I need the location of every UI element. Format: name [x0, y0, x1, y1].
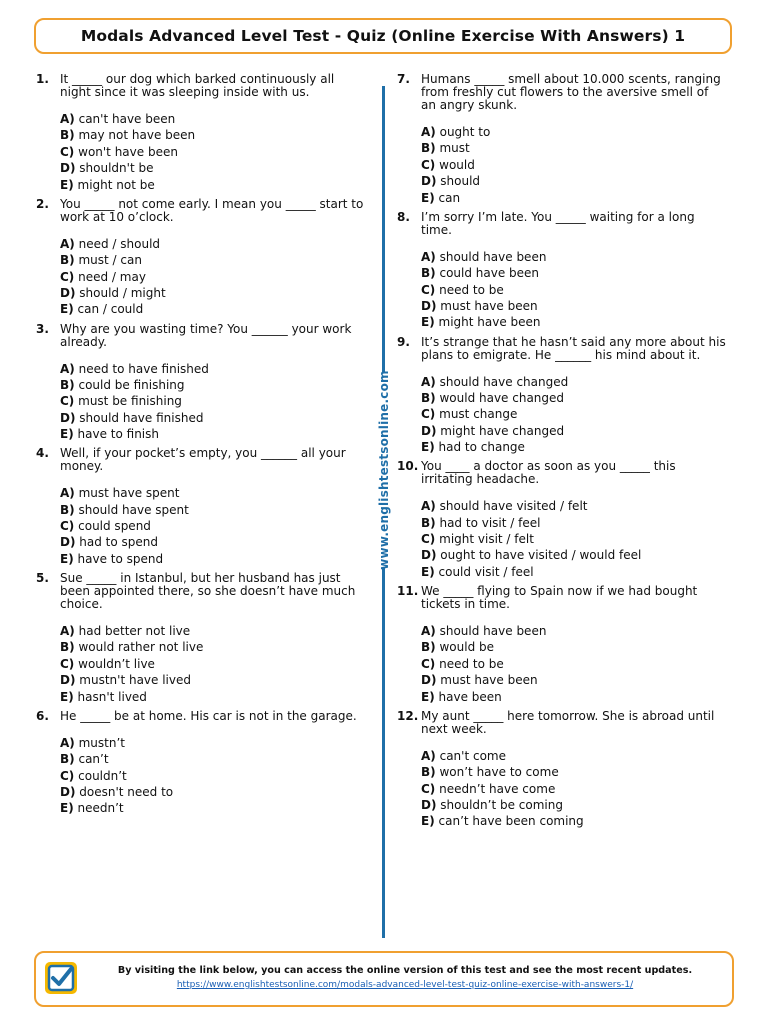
answer-option[interactable]	[421, 799, 727, 812]
answer-option[interactable]	[421, 159, 727, 172]
option-text: won't have been	[78, 144, 178, 159]
option-text: must have spent	[78, 486, 180, 501]
option-text: doesn't need to	[79, 785, 174, 799]
option-text: might have changed	[440, 423, 565, 438]
option-letter: A)	[60, 361, 75, 376]
option-letter: A)	[421, 624, 436, 639]
question-text: You ____ a doctor as soon as you _____ this irritating headache.	[421, 459, 676, 487]
option-letter: C)	[421, 407, 436, 422]
question-text: Sue _____ in Istanbul, but her husband has just been appointed there, so she doesn’t have much choice.	[60, 571, 356, 612]
option-letter: C)	[60, 768, 75, 783]
option-text: ought to	[439, 125, 491, 139]
answer-option[interactable]	[60, 770, 366, 783]
question-text: Humans _____ smell about 10.000 scents, ranging from freshly cut flowers to the aversive smell of an angry skunk.	[421, 72, 721, 112]
question-number: 2.	[36, 196, 49, 211]
footer-link[interactable]: https://www.englishtestsonline.com/modals-advanced-level-test-quiz-online-exercise-with-answers-1/	[176, 980, 634, 990]
option-letter: C)	[421, 157, 436, 172]
option-text: ought to have visited / would feel	[440, 548, 642, 563]
option-letter: B)	[60, 253, 75, 268]
answer-option[interactable]	[421, 441, 727, 454]
questions-column-left	[36, 73, 366, 822]
question-10	[397, 460, 727, 579]
option-text: should have visited / felt	[439, 499, 588, 514]
option-letter: B)	[60, 752, 75, 767]
answer-option[interactable]	[60, 146, 366, 159]
answer-option[interactable]	[60, 674, 366, 687]
option-letter: C)	[60, 269, 75, 284]
question-4	[36, 447, 366, 566]
question-text: It _____ our dog which barked continuously all night since it was sleeping inside with us.	[60, 72, 335, 99]
answer-option[interactable]	[421, 284, 727, 297]
answer-option[interactable]	[421, 267, 727, 280]
answer-option[interactable]	[60, 504, 366, 517]
option-letter: A)	[60, 486, 75, 501]
answer-option[interactable]	[421, 316, 727, 329]
option-letter: A)	[421, 748, 436, 763]
option-text: have to finish	[77, 427, 159, 442]
answer-option[interactable]	[60, 129, 366, 142]
answer-option[interactable]	[421, 641, 727, 654]
option-text: could have been	[439, 266, 540, 281]
option-letter: B)	[421, 640, 436, 655]
option-letter: B)	[421, 390, 436, 405]
answer-option[interactable]	[60, 428, 366, 441]
option-text: must change	[439, 407, 518, 422]
option-letter: D)	[60, 785, 76, 799]
option-letter: C)	[421, 282, 436, 297]
option-text: won’t have to come	[439, 765, 559, 780]
answer-option[interactable]	[421, 766, 727, 779]
option-letter: A)	[60, 236, 75, 251]
option-letter: B)	[60, 128, 75, 143]
answer-option[interactable]	[60, 379, 366, 392]
option-letter: A)	[60, 624, 75, 639]
option-text: couldn’t	[78, 768, 127, 783]
option-text: have to spend	[77, 551, 164, 566]
option-letter: E)	[421, 814, 435, 829]
option-text: can / could	[77, 302, 144, 317]
question-number: 4.	[36, 446, 49, 461]
question-number: 1.	[36, 72, 49, 86]
option-letter: C)	[60, 144, 75, 159]
question-number: 5.	[36, 571, 49, 586]
question-text: I’m sorry I’m late. You _____ waiting for a long time.	[421, 209, 695, 237]
option-text: may not have been	[78, 128, 196, 143]
site-watermark-vertical: www.englishtestsonline.com	[377, 370, 391, 570]
option-text: should have been	[439, 624, 547, 639]
checkbox-logo-icon	[44, 961, 78, 995]
answer-option[interactable]	[421, 815, 727, 828]
option-letter: E)	[60, 302, 74, 317]
answer-option[interactable]	[421, 674, 727, 687]
option-text: wouldn’t live	[78, 656, 155, 671]
footer-box	[34, 951, 734, 1007]
answer-option[interactable]	[421, 425, 727, 438]
answer-option[interactable]	[421, 251, 727, 264]
option-letter: C)	[421, 781, 436, 796]
question-number: 7.	[397, 72, 410, 86]
option-letter: D)	[60, 285, 76, 300]
option-letter: E)	[60, 177, 74, 192]
option-text: should	[440, 174, 481, 189]
option-letter: D)	[421, 548, 437, 563]
option-letter: E)	[421, 190, 435, 205]
option-text: must have been	[440, 673, 538, 688]
option-text: need to be	[439, 282, 504, 297]
option-letter: B)	[421, 765, 436, 780]
answer-option[interactable]	[421, 625, 727, 638]
option-text: can’t	[78, 752, 109, 767]
option-letter: A)	[421, 249, 436, 264]
option-letter: B)	[421, 515, 436, 530]
option-letter: E)	[421, 315, 435, 330]
option-letter: D)	[60, 410, 76, 425]
option-text: shouldn’t be coming	[440, 798, 563, 812]
option-text: need to have finished	[78, 361, 209, 376]
option-letter: A)	[421, 499, 436, 514]
answer-option[interactable]	[60, 553, 366, 566]
option-text: needn’t	[77, 801, 124, 816]
answer-option[interactable]	[60, 753, 366, 766]
answer-option[interactable]	[60, 303, 366, 316]
option-text: had to visit / feel	[439, 515, 541, 530]
option-text: should have spent	[78, 502, 189, 517]
answer-option[interactable]	[421, 175, 727, 188]
option-letter: C)	[60, 394, 75, 409]
option-letter: D)	[421, 798, 437, 812]
option-text: should have finished	[79, 410, 204, 425]
question-2	[36, 198, 366, 317]
option-text: need / should	[78, 236, 161, 251]
option-text: could be finishing	[78, 377, 185, 392]
answer-option[interactable]	[60, 287, 366, 300]
answer-option[interactable]	[421, 500, 727, 513]
question-8	[397, 211, 727, 330]
answer-option[interactable]	[421, 691, 727, 704]
answer-option[interactable]	[421, 750, 727, 763]
option-text: would rather not live	[78, 640, 204, 655]
question-number: 3.	[36, 321, 49, 336]
questions-column-right	[397, 73, 727, 835]
option-letter: E)	[60, 689, 74, 704]
answer-option[interactable]	[421, 142, 727, 155]
answer-option[interactable]	[60, 737, 366, 750]
option-letter: D)	[421, 423, 437, 438]
question-text: He _____ be at home. His car is not in the garage.	[60, 708, 357, 723]
answer-option[interactable]	[421, 192, 727, 205]
option-text: had to spend	[79, 535, 159, 550]
question-text: You _____ not come early. I mean you _____ start to work at 10 o’clock.	[60, 196, 364, 224]
option-text: would have changed	[439, 390, 565, 405]
option-text: shouldn't be	[79, 161, 154, 176]
option-text: mustn't have lived	[79, 673, 191, 688]
option-text: would	[439, 157, 475, 172]
answer-option[interactable]	[60, 271, 366, 284]
answer-option[interactable]	[421, 658, 727, 671]
answer-option[interactable]	[421, 517, 727, 530]
answer-option[interactable]	[60, 254, 366, 267]
answer-option[interactable]	[421, 392, 727, 405]
option-text: can’t have been coming	[438, 814, 584, 829]
option-text: need / may	[78, 269, 146, 284]
option-text: must be finishing	[78, 394, 182, 409]
question-5	[36, 572, 366, 704]
option-letter: A)	[60, 735, 75, 750]
option-text: had to change	[438, 440, 525, 455]
answer-option[interactable]	[421, 533, 727, 546]
question-6	[36, 710, 366, 816]
answer-option[interactable]	[60, 786, 366, 799]
question-12	[397, 710, 727, 829]
option-text: must / can	[78, 253, 142, 268]
question-text: My aunt _____ here tomorrow. She is abroad until next week.	[421, 708, 715, 736]
answer-option[interactable]	[421, 408, 727, 421]
option-text: need to be	[439, 656, 504, 671]
option-letter: B)	[421, 141, 436, 156]
answer-option[interactable]	[60, 658, 366, 671]
option-text: can	[438, 190, 461, 205]
answer-option[interactable]	[421, 549, 727, 562]
option-letter: D)	[60, 161, 76, 176]
option-letter: E)	[60, 427, 74, 442]
answer-option[interactable]	[60, 520, 366, 533]
answer-option[interactable]	[60, 395, 366, 408]
option-letter: C)	[60, 519, 75, 534]
option-text: needn’t have come	[439, 781, 556, 796]
option-text: can't come	[439, 748, 506, 763]
answer-option[interactable]	[60, 691, 366, 704]
answer-option[interactable]	[60, 363, 366, 376]
answer-option[interactable]	[60, 113, 366, 126]
option-letter: C)	[421, 656, 436, 671]
option-text: can't have been	[78, 112, 176, 126]
question-9	[397, 336, 727, 455]
option-letter: D)	[60, 535, 76, 550]
option-text: hasn't lived	[77, 689, 147, 704]
option-text: should have been	[439, 249, 547, 264]
option-letter: E)	[60, 551, 74, 566]
answer-option[interactable]	[60, 487, 366, 500]
footer-text: By visiting the link below, you can access the online version of this test and see the most recent updates.	[117, 965, 693, 976]
question-1	[36, 73, 366, 192]
question-number: 10.	[397, 459, 419, 474]
option-text: must have been	[440, 298, 538, 313]
option-text: must	[439, 141, 470, 156]
answer-option[interactable]	[60, 536, 366, 549]
question-7	[397, 73, 727, 205]
option-text: mustn’t	[78, 735, 125, 750]
option-letter: D)	[421, 673, 437, 688]
option-text: should have changed	[439, 374, 569, 389]
option-letter: A)	[60, 112, 75, 126]
answer-option[interactable]	[60, 625, 366, 638]
question-number: 12.	[397, 708, 419, 723]
answer-option[interactable]	[421, 300, 727, 313]
option-text: might not be	[77, 177, 155, 192]
option-letter: C)	[421, 532, 436, 547]
option-letter: B)	[60, 640, 75, 655]
question-text: Why are you wasting time? You ______ your work already.	[60, 321, 352, 349]
question-number: 8.	[397, 209, 410, 224]
question-text: Well, if your pocket’s empty, you ______ all your money.	[60, 446, 346, 474]
option-text: have been	[438, 689, 502, 704]
option-letter: C)	[60, 656, 75, 671]
answer-option[interactable]	[60, 162, 366, 175]
question-number: 11.	[397, 584, 419, 599]
option-text: could spend	[78, 519, 151, 534]
question-number: 6.	[36, 708, 49, 723]
option-letter: B)	[60, 377, 75, 392]
question-11	[397, 585, 727, 704]
answer-option[interactable]	[421, 783, 727, 796]
answer-option[interactable]	[60, 802, 366, 815]
option-letter: E)	[421, 440, 435, 455]
option-text: should / might	[79, 285, 166, 300]
option-text: might have been	[438, 315, 541, 330]
question-3	[36, 323, 366, 442]
option-letter: E)	[60, 801, 74, 816]
option-text: would be	[439, 640, 494, 655]
option-text: might visit / felt	[439, 532, 534, 547]
option-letter: E)	[421, 689, 435, 704]
answer-option[interactable]	[60, 179, 366, 192]
answer-option[interactable]	[60, 641, 366, 654]
option-letter: A)	[421, 125, 436, 139]
option-letter: D)	[60, 673, 76, 688]
option-letter: E)	[421, 564, 435, 579]
option-text: had better not live	[78, 624, 191, 639]
answer-option[interactable]	[421, 126, 727, 139]
option-letter: D)	[421, 298, 437, 313]
answer-option[interactable]	[60, 412, 366, 425]
question-text: We _____ flying to Spain now if we had bought tickets in time.	[421, 584, 698, 612]
answer-option[interactable]	[60, 238, 366, 251]
option-text: could visit / feel	[438, 564, 534, 579]
option-letter: A)	[421, 374, 436, 389]
answer-option[interactable]	[421, 566, 727, 579]
option-letter: B)	[60, 502, 75, 517]
question-text: It’s strange that he hasn’t said any more about his plans to emigrate. He ______ his mind about it.	[421, 334, 726, 362]
option-letter: D)	[421, 174, 437, 189]
option-letter: B)	[421, 266, 436, 281]
answer-option[interactable]	[421, 376, 727, 389]
question-number: 9.	[397, 334, 410, 349]
page-title: Modals Advanced Level Test - Quiz (Online Exercise With Answers) 1	[34, 18, 732, 54]
